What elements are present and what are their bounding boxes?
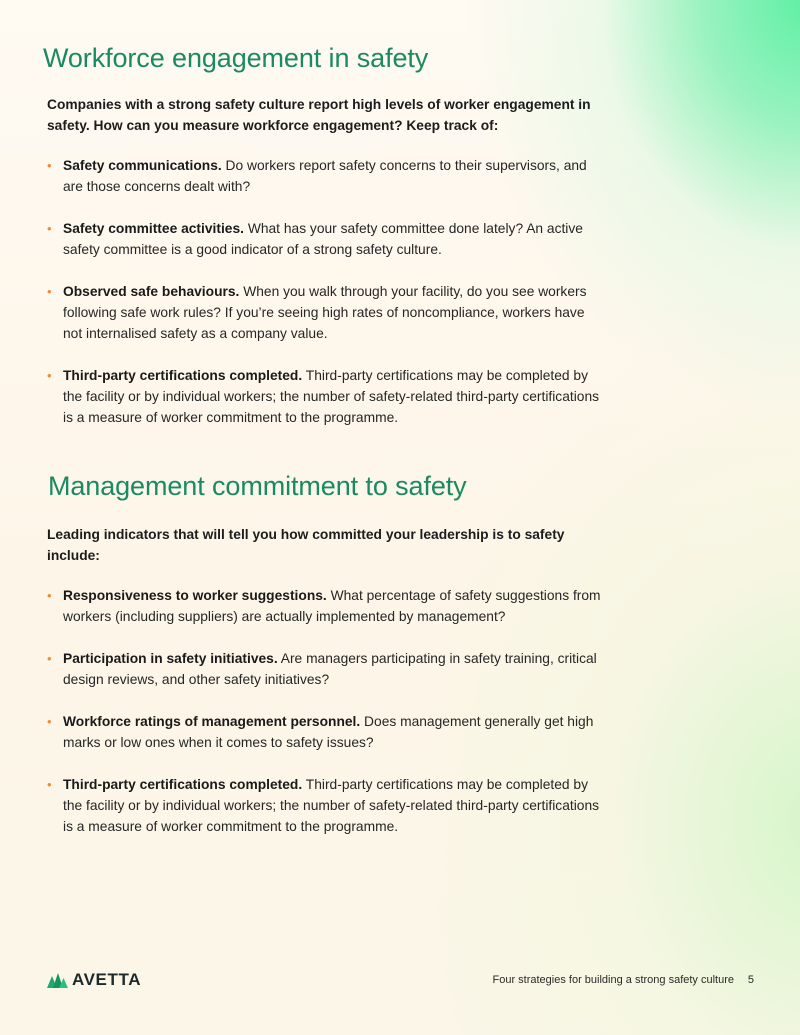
item-term: Participation in safety initiatives. bbox=[63, 651, 278, 666]
document-title: Four strategies for building a strong safety culture bbox=[492, 974, 734, 986]
avetta-peaks-icon bbox=[47, 973, 69, 988]
bullet-icon: • bbox=[47, 588, 52, 603]
item-term: Safety committee activities. bbox=[63, 221, 244, 236]
section-management-commitment bbox=[47, 468, 607, 837]
item-text: Does management generally get high marks or low ones when it comes to safety issues? bbox=[63, 714, 594, 750]
bullet-icon: • bbox=[47, 221, 52, 236]
item-text: What percentage of safety suggestions from workers (including suppliers) are actually implemented by management? bbox=[63, 588, 601, 624]
section-heading: Management commitment to safety bbox=[48, 471, 467, 501]
item-text: When you walk through your facility, do you see workers following safe work rules? If you’re seeing high rates of noncompliance, workers have not internalised safety as a company value. bbox=[63, 284, 587, 341]
bullet-icon: • bbox=[47, 777, 52, 792]
indicator-list bbox=[47, 155, 607, 428]
list-item bbox=[47, 774, 607, 837]
item-text: Are managers participating in safety training, critical design reviews, and other safety initiatives? bbox=[63, 651, 597, 687]
list-item bbox=[47, 218, 607, 260]
list-item bbox=[47, 711, 607, 753]
item-term: Responsiveness to worker suggestions. bbox=[63, 588, 327, 603]
item-text: Third-party certifications may be completed by the facility or by individual workers; the number of safety-related third-party certifications is a measure of worker commitment to the programme. bbox=[63, 777, 600, 834]
item-text: Do workers report safety concerns to their supervisors, and are those concerns dealt with? bbox=[63, 158, 587, 194]
item-term: Safety communications. bbox=[63, 158, 222, 173]
item-term: Workforce ratings of management personnel. bbox=[63, 714, 361, 729]
bullet-icon: • bbox=[47, 158, 52, 173]
item-term: Third-party certifications completed. bbox=[63, 368, 303, 383]
bullet-icon: • bbox=[47, 714, 52, 729]
indicator-list bbox=[47, 585, 607, 837]
page-footer bbox=[47, 968, 754, 992]
section-workforce-engagement bbox=[43, 40, 607, 428]
bullet-icon: • bbox=[47, 651, 52, 666]
section-intro: Companies with a strong safety culture report high levels of worker engagement in safety. How can you measure workforce engagement? Keep track of: bbox=[47, 97, 591, 133]
avetta-logo bbox=[47, 971, 141, 989]
bullet-icon: • bbox=[47, 284, 52, 299]
list-item bbox=[47, 585, 607, 627]
item-term: Observed safe behaviours. bbox=[63, 284, 240, 299]
list-item bbox=[47, 155, 607, 197]
page-number: 5 bbox=[747, 974, 754, 986]
section-intro: Leading indicators that will tell you how committed your leadership is to safety include: bbox=[47, 527, 565, 563]
item-text: What has your safety committee done lately? An active safety committee is a good indicator of a strong safety culture. bbox=[63, 221, 583, 257]
list-item bbox=[47, 281, 607, 344]
list-item bbox=[47, 365, 607, 428]
item-term: Third-party certifications completed. bbox=[63, 777, 303, 792]
logo-wordmark: AVETTA bbox=[72, 970, 142, 989]
section-heading: Workforce engagement in safety bbox=[43, 43, 429, 73]
list-item bbox=[47, 648, 607, 690]
bullet-icon: • bbox=[47, 368, 52, 383]
item-text: Third-party certifications may be completed by the facility or by individual workers; the number of safety-related third-party certifications is a measure of worker commitment to the programme. bbox=[63, 368, 600, 425]
